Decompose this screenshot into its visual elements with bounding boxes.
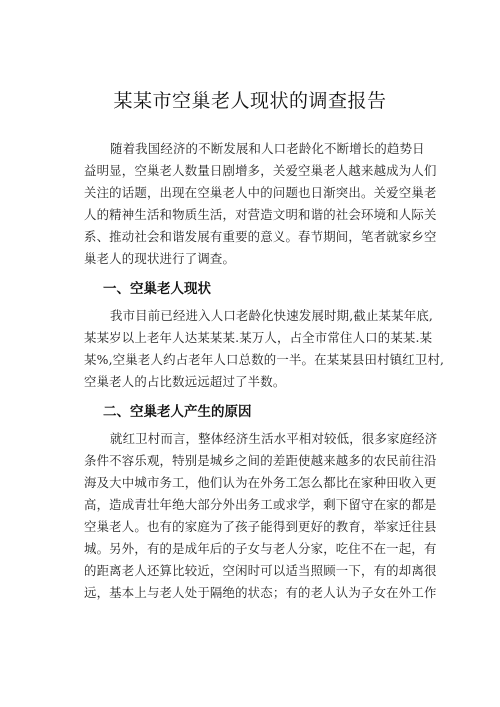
paragraph-line: 我市目前已经进入人口老龄化快速发展时期,截止某某年底, (110, 308, 434, 323)
paragraph-line: 益明显，空巢老人数量日剧增多，关爱空巢老人越来越成为人们 (84, 163, 437, 178)
paragraph-line: 空巢老人。也有的家庭为了孩子能得到更好的教育，举家迁往县 (84, 519, 437, 534)
paragraph-line: 随着我国经济的不断发展和人口老龄化不断增长的趋势日 (110, 141, 425, 156)
paragraph-line: 远，基本上与老人处于隔绝的状态；有的老人认为子女在外工作 (84, 585, 437, 600)
paragraph-line: 城。另外，有的是成年后的子女与老人分家，吃住不在一起，有 (84, 541, 437, 556)
paragraph-line: 高，造成青壮年绝大部分外出务工或求学，剩下留守在家的都是 (84, 497, 437, 512)
section-heading-1: 一、空巢老人现状 (103, 281, 211, 297)
paragraph-line: 巢老人的现状进行了调查。 (84, 251, 236, 266)
paragraph-line: 某某岁以上老年人达某某某.某万人，占全市常住人口的某某.某 (84, 330, 433, 345)
section-heading-2: 二、空巢老人产生的原因 (103, 404, 252, 420)
paragraph-line: 就红卫村而言，整体经济生活水平相对较低，很多家庭经济 (110, 431, 438, 446)
document-title: 某某市空巢老人现状的调查报告 (113, 90, 387, 112)
paragraph-line: 某%,空巢老人约占老年人口总数的一半。在某某县田村镇红卫村, (84, 352, 445, 367)
paragraph-line: 空巢老人的占比数远远超过了半数。 (84, 374, 286, 389)
paragraph-line: 的距离老人还算比较近，空闲时可以适当照顾一下，有的却离很 (84, 563, 437, 578)
paragraph-line: 系、推动社会和谐发展有重要的意义。春节期间，笔者就家乡空 (84, 229, 437, 244)
paragraph-line: 海及大中城市务工，他们认为在外务工怎么都比在家种田收入更 (84, 475, 437, 490)
paragraph-line: 关注的话题，出现在空巢老人中的问题也日渐突出。关爱空巢老 (84, 185, 437, 200)
paragraph-line: 人的精神生活和物质生活，对营造文明和谐的社会环境和人际关 (84, 207, 437, 222)
paragraph-line: 条件不容乐观，特别是城乡之间的差距使越来越多的农民前往沿 (84, 453, 437, 468)
